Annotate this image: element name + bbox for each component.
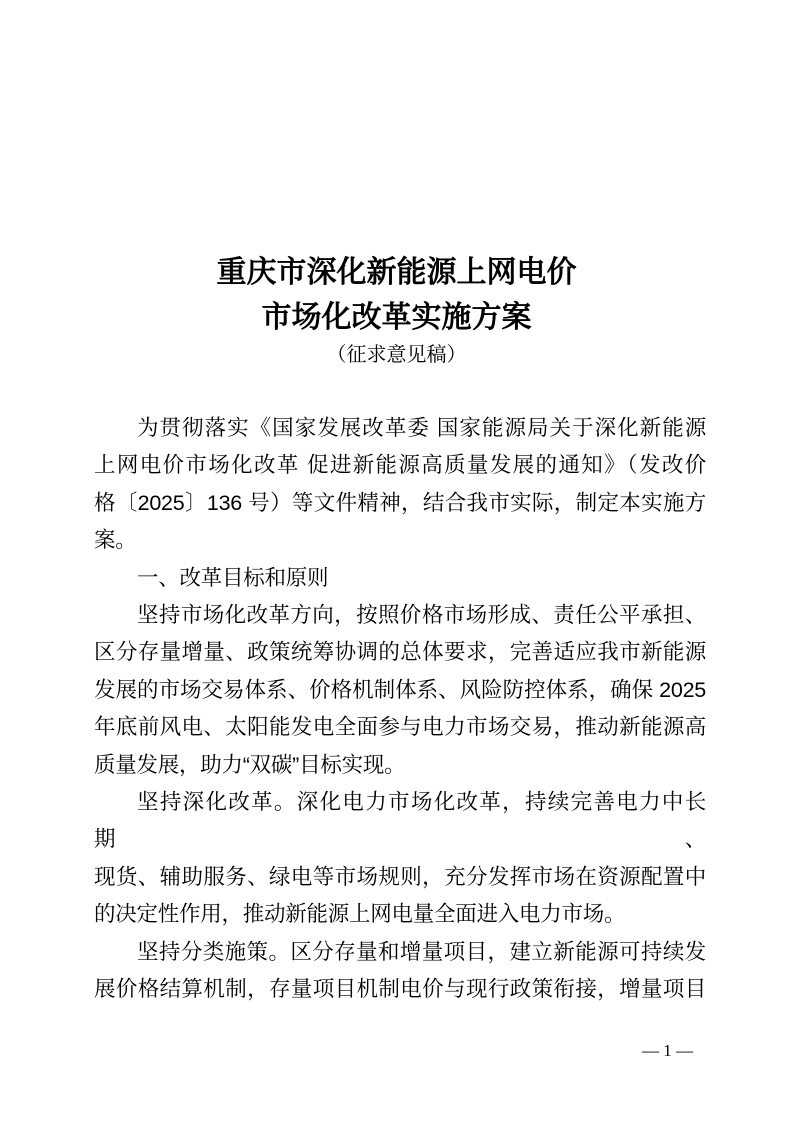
text-line: 展价格结算机制，存量项目机制电价与现行政策衔接，增量项目	[94, 977, 706, 1002]
text-line: 区分存量增量、政策统筹协调的总体要求，完善适应我市新能源	[94, 640, 706, 665]
document-title-line-2: 市场化改革实施方案	[261, 301, 532, 334]
section-heading: 一、改革目标和原则	[137, 565, 329, 590]
text-line: 质量发展，助力“双碳”目标实现。	[94, 752, 406, 777]
document-body	[94, 410, 706, 1009]
document-title-line-1: 重庆市深化新能源上网电价	[216, 256, 577, 289]
text-line: 坚持市场化改革方向，按照价格市场形成、责任公平承担、	[137, 603, 706, 628]
draft-label: （征求意见稿）	[326, 344, 467, 366]
text-line: 坚持深化改革。深化电力市场化改革，持续完善电力中长期、	[94, 790, 706, 852]
goals-paragraph	[94, 597, 706, 784]
text-line: 现货、辅助服务、绿电等市场规则，充分发挥市场在资源配置中	[94, 864, 706, 889]
document-header	[0, 250, 793, 370]
page-number: — 1 —	[642, 1041, 693, 1060]
page-footer	[642, 1042, 693, 1059]
section-1-heading	[94, 560, 706, 597]
deepen-reform-paragraph	[94, 784, 706, 934]
text-line: 上网电价市场化改革 促进新能源高质量发展的通知》（发改价	[94, 453, 706, 478]
text-line: 坚持分类施策。区分存量和增量项目，建立新能源可持续发	[137, 939, 706, 964]
text-line: 的决定性作用，推动新能源上网电量全面进入电力市场。	[94, 902, 626, 927]
text-line: 发展的市场交易体系、价格机制体系、风险防控体系，确保 2025	[94, 677, 706, 702]
text-line: 年底前风电、太阳能发电全面参与电力市场交易，推动新能源高	[94, 715, 706, 740]
text-line: 格〔2025〕136 号）等文件精神，结合我市实际，制定本实施方	[94, 490, 706, 515]
classified-policy-paragraph	[94, 934, 706, 1009]
text-line: 为贯彻落实《国家发展改革委 国家能源局关于深化新能源	[137, 416, 706, 440]
text-line: 案。	[94, 528, 137, 553]
intro-paragraph	[94, 410, 706, 560]
